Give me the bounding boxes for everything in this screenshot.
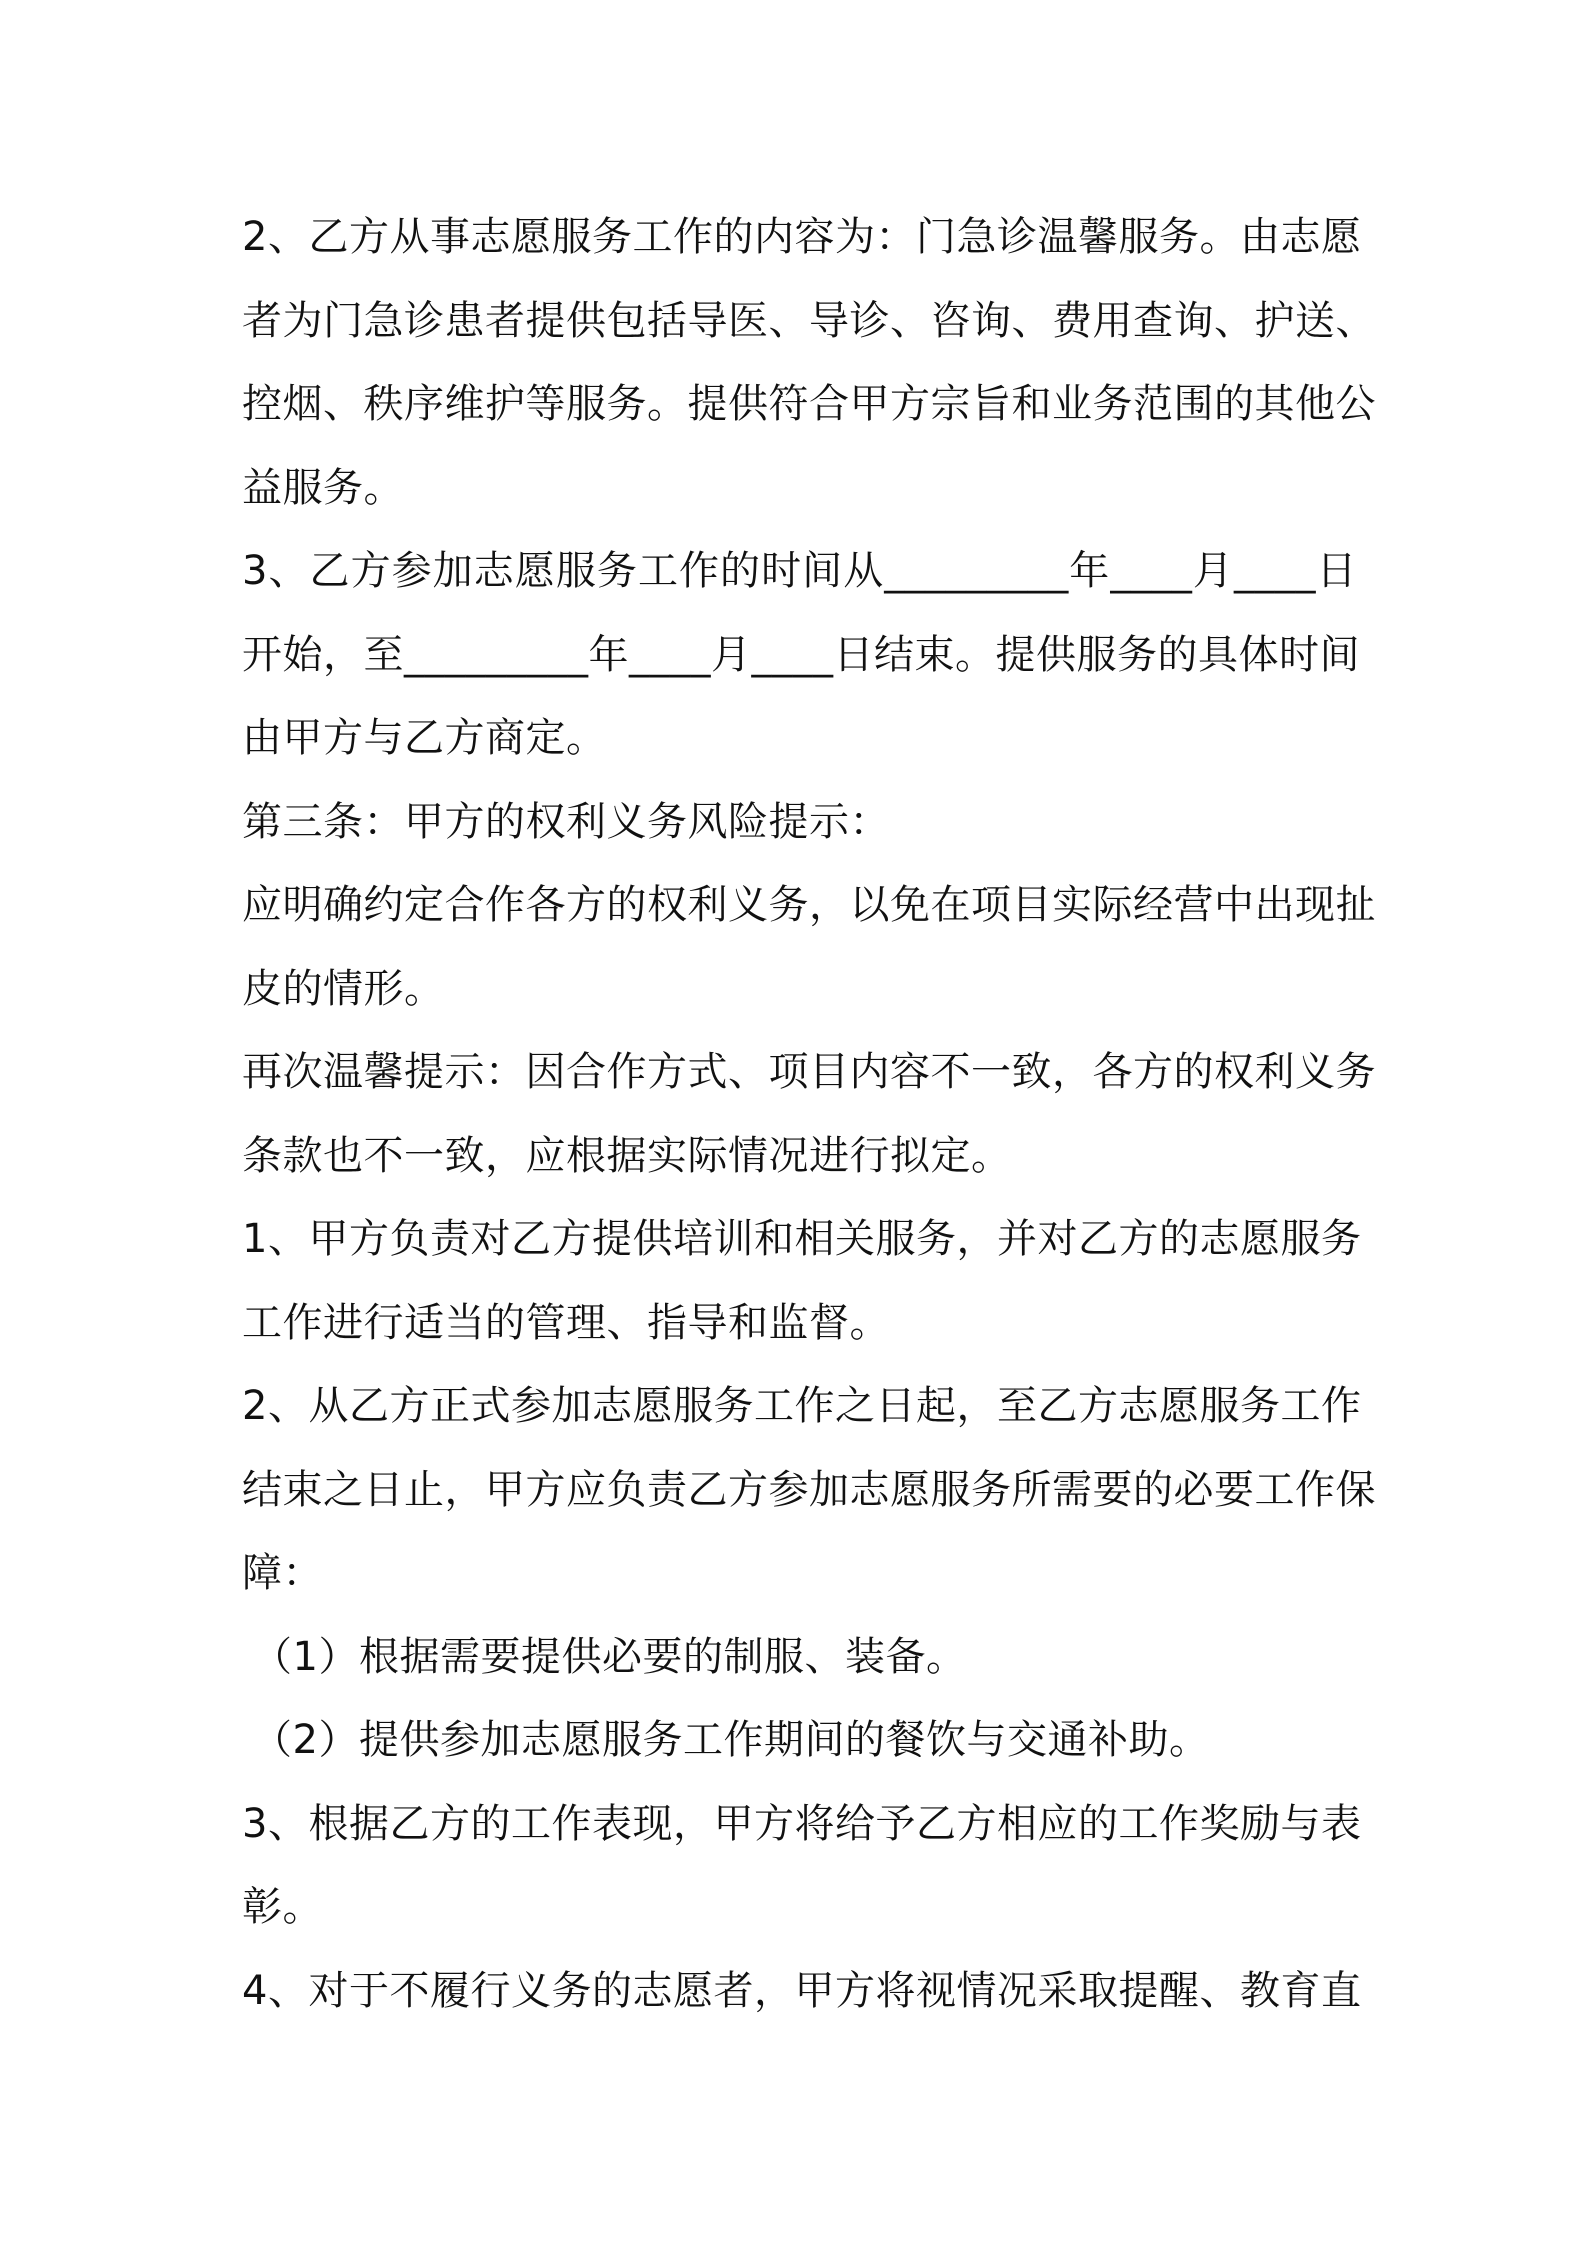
text-line-1: 2、乙方从事志愿服务工作的内容为：门急诊温馨服务。由志愿 <box>242 214 1362 260</box>
text-line-15: 2、从乙方正式参加志愿服务工作之日起，至乙方志愿服务工作 <box>242 1383 1362 1429</box>
document-page <box>242 196 1376 2033</box>
section-heading-article-3: 第三条：甲方的权利义务风险提示： <box>242 798 890 845</box>
text-line-7: 由甲方与乙方商定。 <box>242 715 607 761</box>
text-line-10: 皮的情形。 <box>242 965 445 1012</box>
text-line-16: 结束之日止，甲方应负责乙方参加志愿服务所需要的必要工作保 <box>242 1466 1376 1513</box>
text-line-12: 条款也不一致，应根据实际情况进行拟定。 <box>242 1132 1012 1179</box>
list-item-1: （1）根据需要提供必要的制服、装备。 <box>252 1633 967 1680</box>
text-line-14: 工作进行适当的管理、指导和监督。 <box>242 1299 890 1346</box>
text-line-9: 应明确约定合作各方的权利义务，以免在项目实际经营中出现扯 <box>242 882 1376 928</box>
list-item-2: （2）提供参加志愿服务工作期间的餐饮与交通补助。 <box>252 1717 1210 1763</box>
text-line-21: 彰。 <box>242 1884 323 1930</box>
text-line-3: 控烟、秩序维护等服务。提供符合甲方宗旨和业务范围的其他公 <box>242 381 1376 427</box>
text-line-5: 3、乙方参加志愿服务工作的时间从_________年____月____日 <box>242 548 1357 594</box>
text-line-4: 益服务。 <box>242 464 404 511</box>
text-line-20: 3、根据乙方的工作表现，甲方将给予乙方相应的工作奖励与表 <box>242 1800 1362 1847</box>
text-line-13: 1、甲方负责对乙方提供培训和相关服务，并对乙方的志愿服务 <box>242 1216 1362 1262</box>
text-line-22: 4、对于不履行义务的志愿者，甲方将视情况采取提醒、教育直 <box>242 1967 1362 2014</box>
text-line-11: 再次温馨提示：因合作方式、项目内容不一致，各方的权利义务 <box>242 1049 1376 1095</box>
text-line-2: 者为门急诊患者提供包括导医、导诊、咨询、费用查询、护送、 <box>242 297 1376 344</box>
text-line-17: 障： <box>242 1550 323 1596</box>
text-line-6: 开始，至_________年____月____日结束。提供服务的具体时间 <box>242 631 1360 678</box>
